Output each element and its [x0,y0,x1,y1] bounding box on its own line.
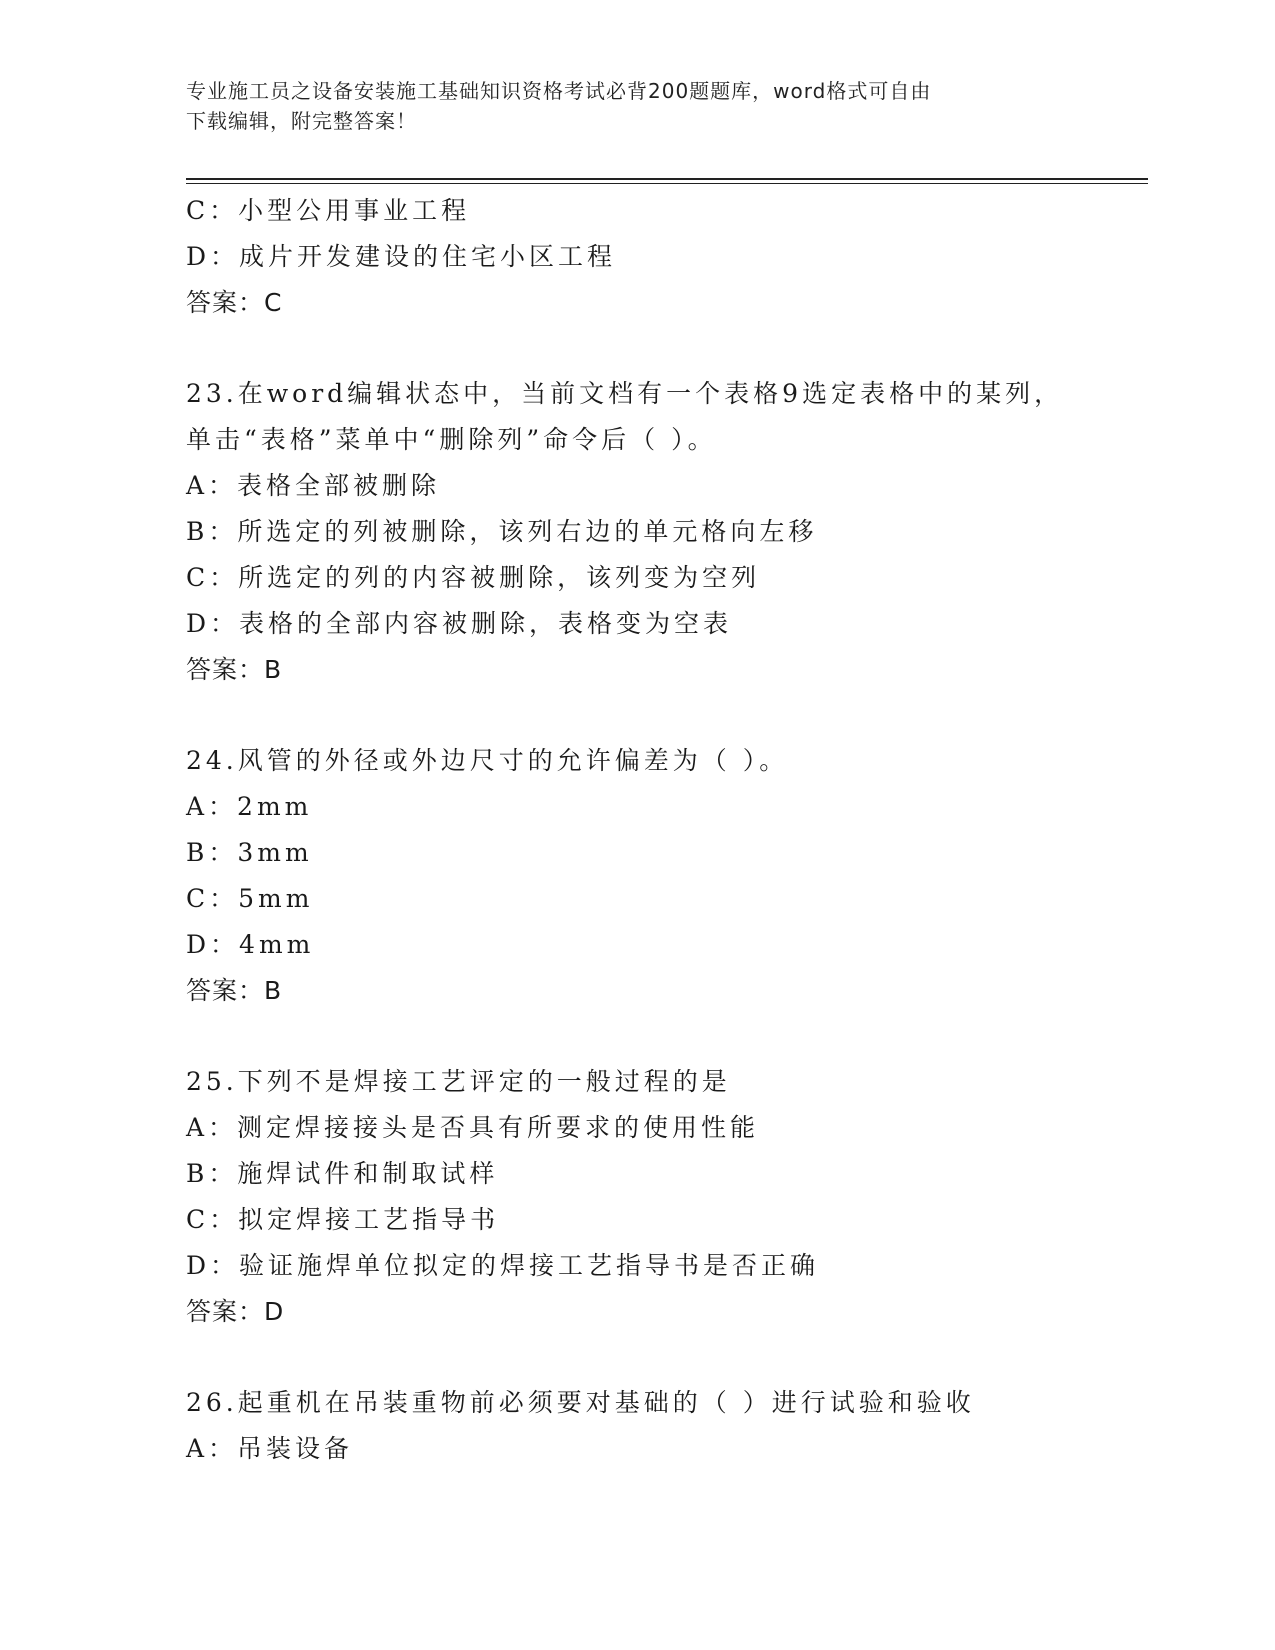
question-22-continued [186,188,1146,326]
question-stem-line-2: 单击“表格”菜单中“删除列”命令后（ ）。 [186,425,717,454]
question-stem-line-1: 23.在word编辑状态中，当前文档有一个表格9选定表格中的某列， [186,379,1064,408]
option-b: B：施焊试件和制取试样 [186,1159,499,1188]
question-25 [186,1059,1146,1335]
question-stem-line-1: 24.风管的外径或外边尺寸的允许偏差为（ ）。 [186,746,789,775]
option-a: A：2mm [186,792,313,821]
page-header [186,76,1086,136]
question-stem-line-1: 25.下列不是焊接工艺评定的一般过程的是 [186,1067,731,1096]
answer-line: 答案：B [186,655,283,684]
spacer [186,693,1146,738]
option-a: A：吊装设备 [186,1434,354,1463]
answer-line: 答案：D [186,1297,285,1326]
header-divider-thick [186,178,1148,180]
option-d: D：表格的全部内容被删除，表格变为空表 [186,609,733,638]
spacer [186,1335,1146,1380]
option-d: D：4mm [186,930,315,959]
option-c: C：所选定的列的内容被删除，该列变为空列 [186,563,761,592]
spacer [186,1014,1146,1059]
answer-line: 答案：B [186,976,283,1005]
option-d: D：成片开发建设的住宅小区工程 [186,242,617,271]
document-body [186,188,1146,1472]
question-26 [186,1380,1146,1472]
option-b: B：3mm [186,838,313,867]
header-title-line-2: 下载编辑，附完整答案！ [186,109,417,133]
option-c: C：拟定焊接工艺指导书 [186,1205,500,1234]
option-d: D：验证施焊单位拟定的焊接工艺指导书是否正确 [186,1251,820,1280]
answer-line: 答案：C [186,288,283,317]
option-a: A：测定焊接接头是否具有所要求的使用性能 [186,1113,760,1142]
header-divider-thin [186,183,1148,184]
option-b: B：所选定的列被删除，该列右边的单元格向左移 [186,517,818,546]
option-a: A：表格全部被删除 [186,471,441,500]
question-24 [186,738,1146,1014]
option-c: C：5mm [186,884,314,913]
question-stem-line-1: 26.起重机在吊装重物前必须要对基础的（ ）进行试验和验收 [186,1388,975,1417]
header-title-line-1: 专业施工员之设备安装施工基础知识资格考试必背200题题库，word格式可自由 [186,79,932,103]
spacer [186,326,1146,371]
question-23 [186,371,1146,693]
option-c: C：小型公用事业工程 [186,196,471,225]
